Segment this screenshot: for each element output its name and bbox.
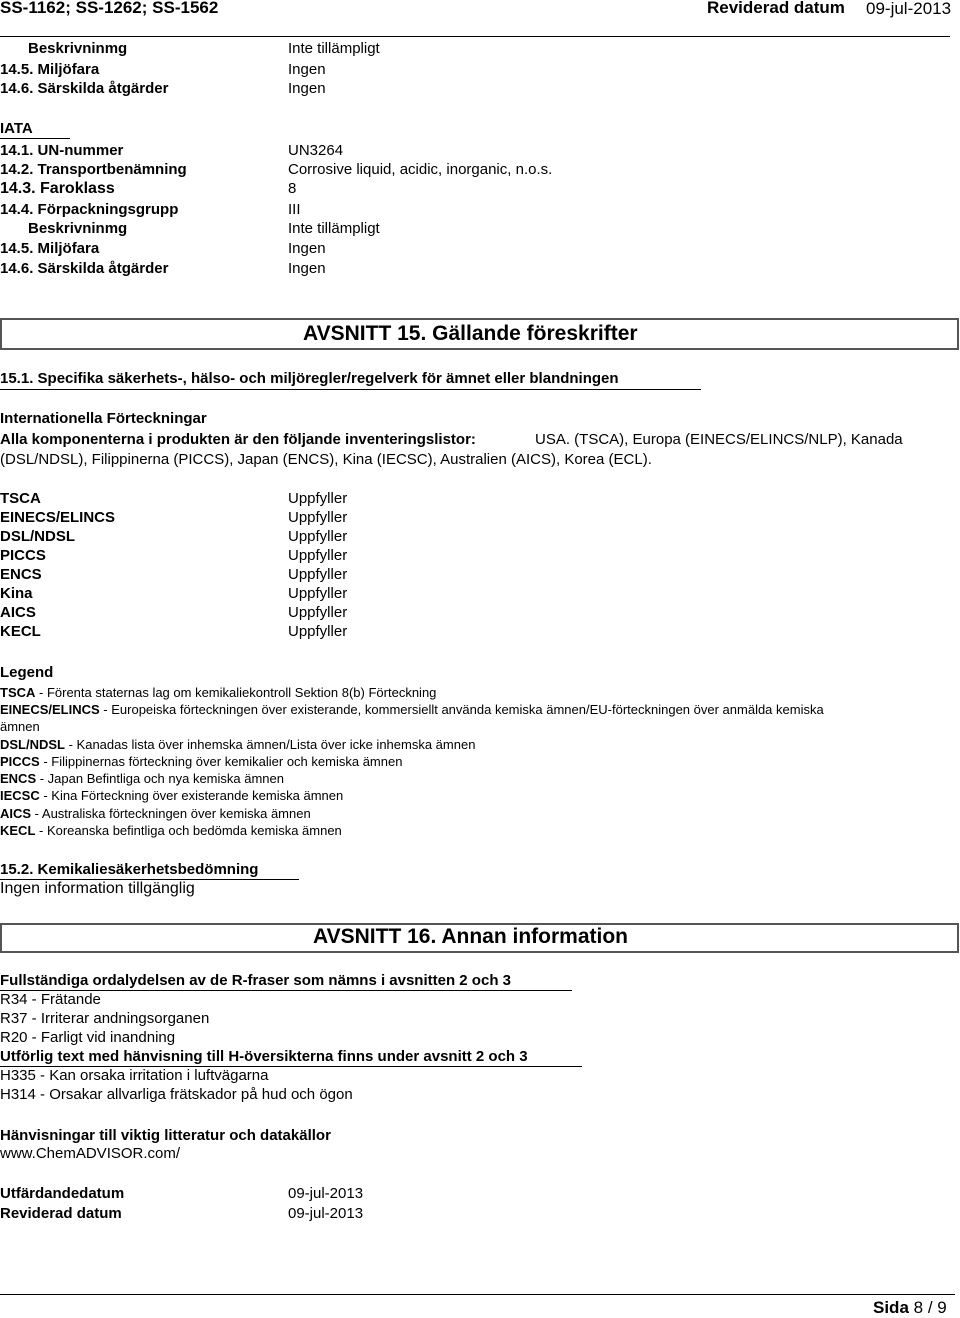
iata-row-label: Beskrivninmg bbox=[28, 220, 128, 237]
legend-item: ämnen bbox=[0, 719, 40, 734]
legend-item: PICCS - Filippinernas förteckning över kemikalier och kemiska ämnen bbox=[0, 754, 403, 769]
inventory-name: TSCA bbox=[0, 490, 41, 507]
hphrase-item: H314 - Orsakar allvarliga frätskador på hud och ögon bbox=[0, 1086, 353, 1103]
top-row-value: Ingen bbox=[288, 80, 326, 97]
iata-row-label: 14.2. Transportbenämning bbox=[0, 161, 187, 178]
inventory-name: Kina bbox=[0, 585, 33, 602]
iata-row-label: 14.1. UN-nummer bbox=[0, 142, 124, 159]
revised-date-value: 09-jul-2013 bbox=[288, 1205, 364, 1222]
product-codes: SS-1162; SS-1262; SS-1562 bbox=[0, 0, 219, 17]
iata-row-label: 14.3. Faroklass bbox=[0, 180, 115, 197]
top-row-label: Beskrivninmg bbox=[28, 40, 128, 57]
top-row-value: Ingen bbox=[288, 61, 326, 78]
legend-item: KECL - Koreanska befintliga och bedömda kemiska ämnen bbox=[0, 823, 342, 838]
inventory-status: Uppfyller bbox=[288, 604, 348, 621]
inventory-name: DSL/NDSL bbox=[0, 528, 75, 545]
inventory-status: Uppfyller bbox=[288, 547, 348, 564]
legend-item: EINECS/ELINCS - Europeiska förteckningen över existerande, kommersiellt använda kemiska ämnen/EU-förteckningen över anmälda kemiska bbox=[0, 702, 824, 717]
iata-row-value: Ingen bbox=[288, 260, 326, 277]
header-revised-date: 09-jul-2013 bbox=[866, 0, 952, 18]
inventory-status: Uppfyller bbox=[288, 528, 348, 545]
section16-title: AVSNITT 16. Annan information bbox=[313, 925, 629, 948]
legend-title: Legend bbox=[0, 664, 54, 681]
iata-row-label: 14.6. Särskilda åtgärder bbox=[0, 260, 169, 277]
inventory-text2: (DSL/NDSL), Filippinerna (PICCS), Japan (ENCS), Kina (IECSC), Australien (AICS), Korea (ECL). bbox=[0, 451, 652, 468]
footer-rule bbox=[0, 1294, 955, 1295]
iata-row-value: Corrosive liquid, acidic, inorganic, n.o.s. bbox=[288, 161, 553, 178]
intl-title: Internationella Förteckningar bbox=[0, 410, 207, 427]
legend-item: DSL/NDSL - Kanadas lista över inhemska ämnen/Lista över icke inhemska ämnen bbox=[0, 737, 476, 752]
inventory-status: Uppfyller bbox=[288, 509, 348, 526]
inventory-name: PICCS bbox=[0, 547, 46, 564]
issue-date-value: 09-jul-2013 bbox=[288, 1185, 364, 1202]
inventory-status: Uppfyller bbox=[288, 566, 348, 583]
legend-item: IECSC - Kina Förteckning över existerande kemiska ämnen bbox=[0, 788, 344, 803]
rphrase-item: R34 - Frätande bbox=[0, 991, 101, 1008]
refs-url[interactable]: www.ChemADVISOR.com/ bbox=[0, 1145, 181, 1162]
rphrase-item: R37 - Irriterar andningsorganen bbox=[0, 1010, 210, 1027]
inventory-name: AICS bbox=[0, 604, 36, 621]
section15-sub2: 15.2. Kemikaliesäkerhetsbedömning bbox=[0, 861, 259, 878]
iata-row-value: Inte tillämpligt bbox=[288, 220, 380, 237]
inventory-status: Uppfyller bbox=[288, 490, 348, 507]
legend-item: AICS - Australiska förteckningen över kemiska ämnen bbox=[0, 806, 311, 821]
section15-sub1: 15.1. Specifika säkerhets-, hälso- och miljöregler/regelverk för ämnet eller blandningen bbox=[0, 370, 619, 387]
iata-row-value: III bbox=[288, 201, 301, 218]
inventory-name: KECL bbox=[0, 623, 41, 640]
rphrase-item: R20 - Farligt vid inandning bbox=[0, 1029, 176, 1046]
iata-row-label: 14.5. Miljöfara bbox=[0, 240, 100, 257]
page-number: Sida 8 / 9 bbox=[873, 1298, 947, 1317]
header-rule bbox=[0, 36, 950, 37]
sub1-underline bbox=[0, 389, 701, 390]
inventory-status: Uppfyller bbox=[288, 623, 348, 640]
hphrases-title: Utförlig text med hänvisning till H-översikterna finns under avsnitt 2 och 3 bbox=[0, 1048, 528, 1065]
inventory-name: EINECS/ELINCS bbox=[0, 509, 116, 526]
iata-row-label: 14.4. Förpackningsgrupp bbox=[0, 201, 179, 218]
sub2-text: Ingen information tillgänglig bbox=[0, 880, 195, 897]
iata-title: IATA bbox=[0, 120, 33, 137]
legend-item: TSCA - Förenta staternas lag om kemikaliekontroll Sektion 8(b) Förteckning bbox=[0, 685, 437, 700]
section15-title: AVSNITT 15. Gällande föreskrifter bbox=[303, 322, 638, 345]
inventory-text1: USA. (TSCA), Europa (EINECS/ELINCS/NLP), Kanada bbox=[535, 431, 903, 448]
top-row-label: 14.5. Miljöfara bbox=[0, 61, 100, 78]
header-revised-label: Reviderad datum bbox=[707, 0, 845, 17]
hphrase-item: H335 - Kan orsaka irritation i luftvägarna bbox=[0, 1067, 269, 1084]
inventory-label: Alla komponenterna i produkten är den följande inventeringslistor: bbox=[0, 431, 476, 448]
iata-row-value: UN3264 bbox=[288, 142, 344, 159]
legend-item: ENCS - Japan Befintliga och nya kemiska ämnen bbox=[0, 771, 284, 786]
revised-date-label: Reviderad datum bbox=[0, 1205, 122, 1222]
issue-date-label: Utfärdandedatum bbox=[0, 1185, 125, 1202]
iata-row-value: Ingen bbox=[288, 240, 326, 257]
inventory-status: Uppfyller bbox=[288, 585, 348, 602]
inventory-name: ENCS bbox=[0, 566, 42, 583]
iata-underline bbox=[0, 138, 70, 139]
refs-title: Hänvisningar till viktig litteratur och datakällor bbox=[0, 1127, 331, 1144]
iata-row-value: 8 bbox=[288, 180, 297, 197]
rphrases-title: Fullständiga ordalydelsen av de R-fraser som nämns i avsnitten 2 och 3 bbox=[0, 972, 511, 989]
top-row-label: 14.6. Särskilda åtgärder bbox=[0, 80, 169, 97]
top-row-value: Inte tillämpligt bbox=[288, 40, 380, 57]
